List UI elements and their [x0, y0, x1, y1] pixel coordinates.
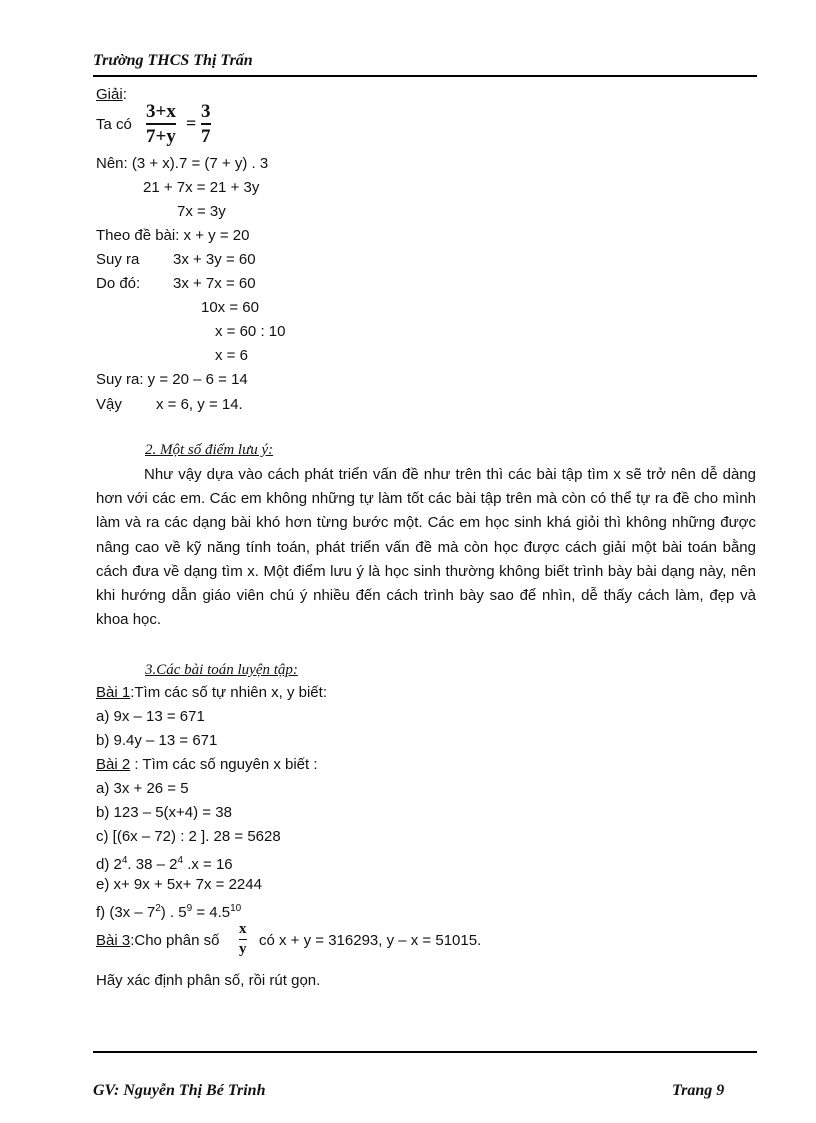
exercise-2-text: : Tìm các số nguyên x biết : — [130, 756, 318, 773]
solution-colon: : — [122, 86, 127, 103]
fraction-bar — [239, 939, 247, 940]
item-text: = 4.5 — [192, 904, 231, 921]
section2-heading: 2. Một số điểm lưu ý: — [145, 442, 274, 458]
fraction-bar — [201, 123, 211, 125]
fraction-numerator: 3 — [201, 101, 211, 122]
fraction-x-y — [239, 922, 247, 957]
fraction-denominator: 7 — [201, 126, 211, 147]
fraction-denominator: y — [239, 941, 247, 957]
exercise-item: a) 3x + 26 = 5 — [96, 780, 189, 797]
exercise-item: a) 9x – 13 = 671 — [96, 708, 205, 725]
solution-line: Suy ra: y = 20 – 6 = 14 — [96, 371, 248, 388]
fraction-3-7 — [201, 102, 211, 146]
solution-line: 7x = 3y — [177, 203, 226, 220]
exponent: 10 — [230, 903, 242, 914]
exponent: 4 — [121, 855, 128, 866]
item-text: d) 2 — [96, 856, 122, 873]
solution-line: x = 6, y = 14. — [156, 396, 243, 413]
solution-line: 21 + 7x = 21 + 3y — [143, 179, 260, 196]
footer-rule — [93, 1051, 757, 1053]
exponent: 9 — [186, 903, 193, 914]
footer-author: GV: Nguyễn Thị Bé Trinh — [93, 1082, 266, 1099]
exercise-item: c) [(6x – 72) : 2 ]. 28 = 5628 — [96, 828, 281, 845]
fraction-bar — [146, 123, 176, 125]
fraction-numerator: 3+x — [146, 101, 176, 122]
item-text: ) . 5 — [160, 904, 187, 921]
solution-line: Do đó: — [96, 275, 141, 292]
solution-line: x = 6 — [215, 347, 248, 364]
solution-line: 3x + 7x = 60 — [173, 275, 256, 292]
exercise-1-label: Bài 1 — [96, 684, 131, 701]
item-text: .x = 16 — [183, 856, 233, 873]
fraction-3x-7y — [146, 102, 176, 146]
exercise-3 — [96, 932, 219, 950]
exercise-item: b) 9.4y – 13 = 671 — [96, 732, 218, 749]
fraction-numerator: x — [239, 921, 247, 937]
exercise-3-text: :Cho phân số — [130, 932, 220, 949]
solution-line: x = 60 : 10 — [215, 323, 286, 340]
exponent: 2 — [155, 903, 161, 914]
solution-intro: Ta có — [96, 116, 132, 133]
exercise-3-label: Bài 3 — [96, 932, 131, 949]
page-header-school: Trường THCS Thị Trấn — [93, 52, 253, 69]
solution-label: Giải — [96, 86, 123, 103]
solution-line: Suy ra — [96, 251, 140, 268]
exercise-item-d — [96, 852, 233, 874]
equals-sign: = — [186, 113, 197, 133]
item-text: f) (3x – 7 — [96, 904, 156, 921]
exercise-1 — [96, 684, 327, 702]
exponent: 4 — [177, 855, 184, 866]
solution-line: Theo đề bài: x + y = 20 — [96, 227, 250, 244]
solution-line: 10x = 60 — [201, 299, 259, 316]
solution-label-line — [96, 86, 127, 104]
header-rule — [93, 75, 757, 77]
exercise-1-text: :Tìm các số tự nhiên x, y biết: — [130, 684, 327, 701]
exercise-item: b) 123 – 5(x+4) = 38 — [96, 804, 232, 821]
solution-line: Vậy — [96, 396, 122, 413]
item-text: . 38 – 2 — [127, 856, 178, 873]
fraction-denominator: 7+y — [146, 126, 176, 147]
section3-heading: 3.Các bài toán luyện tập: — [145, 662, 298, 678]
solution-line: 3x + 3y = 60 — [173, 251, 256, 268]
exercise-2-label: Bài 2 — [96, 756, 131, 773]
exercise-item: e) x+ 9x + 5x+ 7x = 2244 — [96, 876, 262, 893]
solution-line: Nên: (3 + x).7 = (7 + y) . 3 — [96, 155, 269, 172]
exercise-2 — [96, 756, 318, 774]
page-number: Trang 9 — [672, 1082, 725, 1099]
exercise-3-line2: Hãy xác định phân số, rồi rút gọn. — [96, 972, 321, 989]
exercise-3-condition: có x + y = 316293, y – x = 51015. — [259, 932, 482, 949]
section2-paragraph: Như vậy dựa vào cách phát triển vấn đề như trên thì các bài tập tìm x sẽ trở nên dễ dàng hơn với các em. Các em không những tự làm tốt các bài tập trên mà còn có thể tự ra đề cho mình làm và ra các dạng bài khó hơn từng bước một. Các em học sinh khá giỏi thì không những được nâng cao về kỹ năng tính toán, phát triển vấn đề mà còn học được cách giải một bài toán bằng cách đưa về dạng tìm x. Một điểm lưu ý là học sinh thường không biết trình bày bài dạng này, nên khi hướng dẫn giáo viên chú ý nhiều đến cách trình bày sao để nhìn, dễ thấy cách làm, đẹp và khoa học. — [96, 466, 756, 629]
exercise-item-f — [96, 900, 241, 922]
